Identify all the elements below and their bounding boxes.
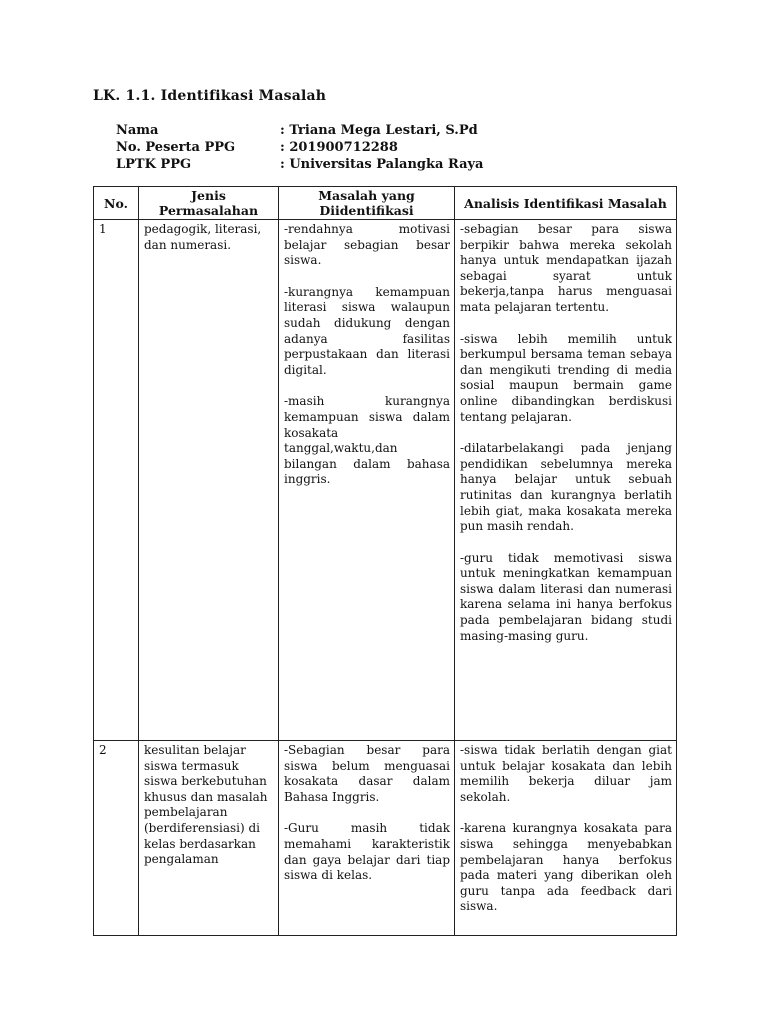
info-label: No. Peserta PPG (116, 140, 236, 155)
analisis-paragraph: -siswa tidak berlatih dengan giat untuk belajar kosakata dan lebih memilih bekerja diluar jam sekolah. (460, 743, 672, 804)
masalah-paragraph: -kurangnya kemampuan literasi siswa walaupun sudah didukung dengan adanya fasilitas perpustakaan dan literasi digital. (284, 284, 450, 377)
cell-analisis (455, 741, 677, 936)
masalah-paragraph: -Guru masih tidak memahami karakteristik dan gaya belajar dari tiap siswa di kelas. (284, 821, 450, 883)
masalah-paragraph: -rendahnya motivasi belajar sebagian besar siswa. (284, 222, 450, 268)
analisis-paragraph: -siswa lebih memilih untuk berkumpul bersama teman sebaya dan mengikuti trending di media sosial maupun bermain game online dibandingkan berdiskusi tentang pelajaran. (460, 331, 672, 424)
cell-no: 1 (94, 220, 139, 741)
problem-identification-table (93, 186, 677, 936)
info-value: : Universitas Palangka Raya (280, 157, 484, 172)
cell-masalah (279, 741, 455, 936)
info-label: Nama (116, 123, 159, 138)
analisis-paragraph: -guru tidak memotivasi siswa untuk meningkatkan kemampuan siswa dalam literasi dan numerasi karena selama ini hanya berfokus pada pembelajaran bidang studi masing-masing guru. (460, 550, 672, 643)
info-label: LPTK PPG (116, 157, 192, 172)
info-row-name (116, 122, 483, 139)
cell-no: 2 (94, 741, 139, 936)
info-row-participant-number (116, 139, 483, 156)
info-value: : 201900712288 (280, 140, 398, 155)
cell-jenis: kesulitan belajar siswa termasuk siswa berkebutuhan khusus dan masalah pembelajaran (berdiferensiasi) di kelas berdasarkan pengalaman (139, 741, 279, 936)
table-header-row (94, 187, 677, 220)
cell-masalah (279, 220, 455, 741)
info-row-lptk (116, 156, 483, 173)
participant-info (116, 122, 483, 173)
document-title: LK. 1.1. Identifikasi Masalah (93, 88, 327, 104)
header-no: No. (94, 187, 139, 220)
masalah-paragraph: -masih kurangnya kemampuan siswa dalam kosakata tanggal,waktu,dan bilangan dalam bahasa inggris. (284, 394, 450, 487)
analisis-paragraph: -dilatarbelakangi pada jenjang pendidikan sebelumnya mereka hanya belajar untuk sebuah rutinitas dan kurangnya berlatih lebih giat, maka kosakata mereka pun masih rendah. (460, 441, 672, 534)
cell-analisis (455, 220, 677, 741)
masalah-paragraph: -Sebagian besar para siswa belum menguasai kosakata dasar dalam Bahasa Inggris. (284, 743, 450, 804)
header-jenis: Jenis Permasalahan (139, 187, 279, 220)
analisis-paragraph: -sebagian besar para siswa berpikir bahwa mereka sekolah hanya untuk mendapatkan ijazah sebagai syarat untuk bekerja,tanpa harus menguasai mata pelajaran tertentu. (460, 222, 672, 314)
header-analisis: Analisis Identifikasi Masalah (455, 187, 677, 220)
table-row (94, 741, 677, 936)
table-row (94, 220, 677, 741)
info-value: : Triana Mega Lestari, S.Pd (280, 123, 478, 138)
header-masalah: Masalah yang Diidentifikasi (279, 187, 455, 220)
analisis-paragraph: -karena kurangnya kosakata para siswa sehingga menyebabkan pembelajaran hanya berfokus pada materi yang diberikan oleh guru tanpa ada feedback dari siswa. (460, 821, 672, 914)
cell-jenis: pedagogik, literasi, dan numerasi. (139, 220, 279, 741)
